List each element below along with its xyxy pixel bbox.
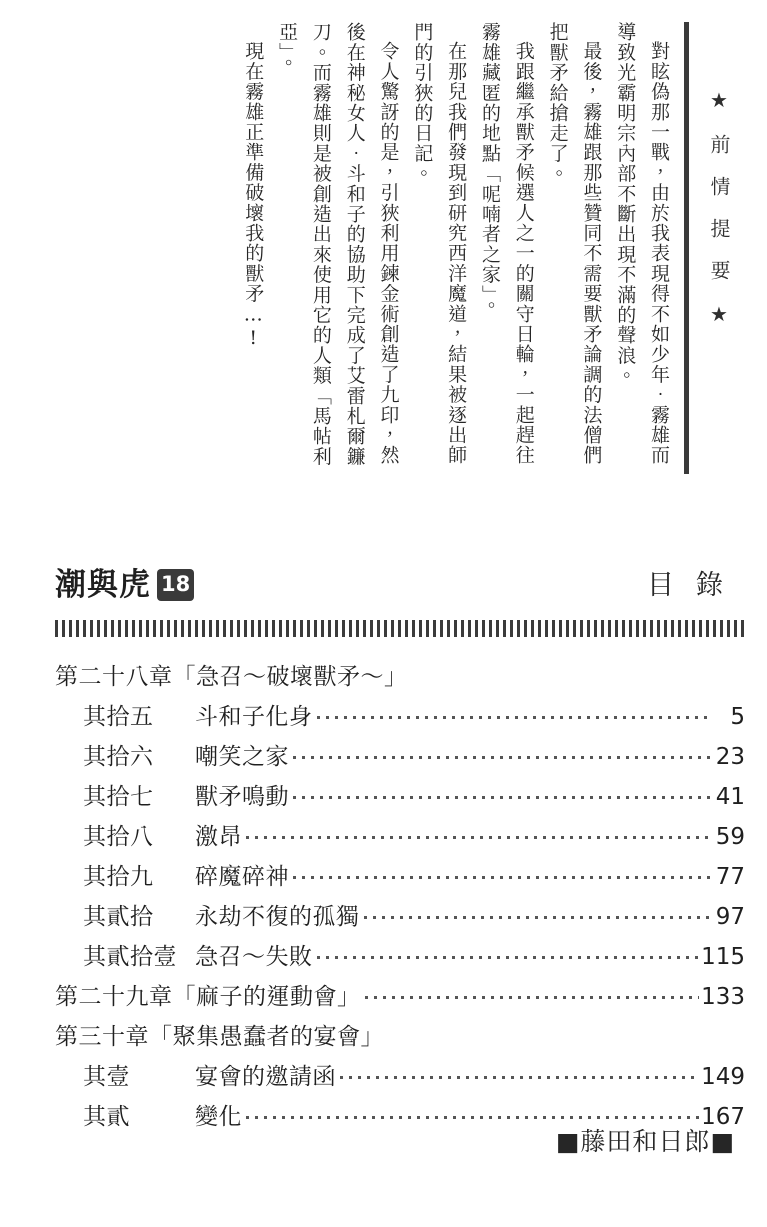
toc-label: 目錄: [647, 570, 745, 601]
toc-arc-title: 第二十八章「急召～破壞獸矛～」: [55, 664, 408, 690]
vertical-divider-rule: [684, 22, 689, 474]
toc-arc-title: 第二十九章「麻子的運動會」: [55, 984, 361, 1010]
toc-entry-number: 其拾六: [83, 744, 154, 770]
synopsis-paragraph: 對眩偽那一戰，由於我表現得不如少年．霧雄而導致光霸明宗內部不斷出現不滿的聲浪。: [614, 22, 670, 466]
series-title: [55, 565, 194, 605]
toc-page-number: 167: [701, 1104, 745, 1130]
toc-page-number: 133: [701, 984, 745, 1010]
toc-entry-row[interactable]: [55, 858, 745, 898]
toc-entry-row[interactable]: [55, 698, 745, 738]
toc-entry-number: 其壹: [83, 1064, 130, 1090]
toc-leader-dots: [293, 781, 713, 804]
toc-leader-dots: [317, 701, 714, 724]
synopsis-paragraph: 在那兒我們發現到研究西洋魔道，結果被逐出師門的引狹的日記。: [411, 22, 468, 466]
toc-entry-number: 其貳拾壹: [83, 944, 177, 970]
toc-entry-title: 變化: [195, 1104, 242, 1130]
toc-entry-title: 激昂: [195, 824, 242, 850]
toc-entry-number: 其拾九: [83, 864, 154, 890]
toc-page-number: 41: [715, 784, 745, 810]
synopsis-heading: ★前情提要★: [707, 88, 731, 348]
toc-page-number: 5: [730, 704, 745, 730]
toc-leader-dots: [246, 821, 713, 844]
toc-page-number: 77: [715, 864, 745, 890]
volume-badge: 18: [157, 569, 194, 601]
toc-page-number: 115: [701, 944, 745, 970]
toc-page-number: 59: [715, 824, 745, 850]
toc-entry-row[interactable]: [55, 938, 745, 978]
synopsis-paragraph: 令人驚訝的是，引狹利用鍊金術創造了九印，然後在神秘女人．斗和子的協助下完成了艾雷札爾鐮刀。而霧雄則是被創造出來使用它的人類「馬帖利亞」。: [276, 22, 400, 467]
toc-arc-title: 第三十章「聚集愚蠢者的宴會」: [55, 1024, 384, 1050]
toc-leader-dots: [293, 861, 713, 884]
toc-page-number: 97: [715, 904, 745, 930]
synopsis-paragraph: 我跟繼承獸矛候選人之一的關守日輪，一起趕往霧雄藏匿的地點「呢喃者之家」。: [478, 22, 535, 466]
toc-leader-dots: [246, 1101, 699, 1124]
toc-leader-dots: [293, 741, 713, 764]
toc-entry-row[interactable]: [55, 738, 745, 778]
author-credit: ■藤田和日郎■: [555, 1127, 735, 1156]
toc-entry-number: 其拾八: [83, 824, 154, 850]
toc-entry-row[interactable]: [55, 778, 745, 818]
toc-entry-number: 其貳: [83, 1104, 130, 1130]
synopsis-body: [75, 22, 675, 482]
toc-entry-title: 宴會的邀請函: [195, 1064, 336, 1090]
synopsis-paragraph: 最後，霧雄跟那些贊同不需要獸矛論調的法僧們把獸矛給搶走了。: [546, 22, 603, 466]
toc-entry-title: 急召～失敗: [195, 944, 313, 970]
toc-entry-number: 其貳拾: [83, 904, 154, 930]
toc-arc-row[interactable]: [55, 978, 745, 1018]
toc-entry-number: 其拾五: [83, 704, 154, 730]
toc-page-number: 23: [715, 744, 745, 770]
toc-page-number: 149: [701, 1064, 745, 1090]
toc-entry-title: 永劫不復的孤獨: [195, 904, 360, 930]
toc-list: [55, 658, 745, 1138]
toc-entry-row[interactable]: [55, 818, 745, 858]
striped-divider-top: [55, 620, 745, 637]
toc-entry-title: 獸矛鳴動: [195, 784, 289, 810]
series-title-text: 潮與虎: [55, 567, 151, 603]
toc-entry-title: 嘲笑之家: [195, 744, 289, 770]
toc-leader-dots: [364, 901, 714, 924]
toc-leader-dots: [340, 1061, 699, 1084]
toc-leader-dots: [365, 981, 700, 1004]
toc-leader-dots: [317, 941, 700, 964]
toc-entry-title: 碎魔碎神: [195, 864, 289, 890]
toc-arc-row[interactable]: [55, 658, 745, 698]
synopsis-paragraph: 現在霧雄正準備破壞我的獸矛…!: [242, 41, 265, 350]
toc-entry-row[interactable]: [55, 1058, 745, 1098]
toc-arc-row[interactable]: [55, 1018, 745, 1058]
synopsis-section: [0, 0, 767, 500]
toc-title-row: [55, 565, 745, 611]
toc-entry-title: 斗和子化身: [195, 704, 313, 730]
toc-entry-row[interactable]: [55, 898, 745, 938]
toc-entry-number: 其拾七: [83, 784, 154, 810]
